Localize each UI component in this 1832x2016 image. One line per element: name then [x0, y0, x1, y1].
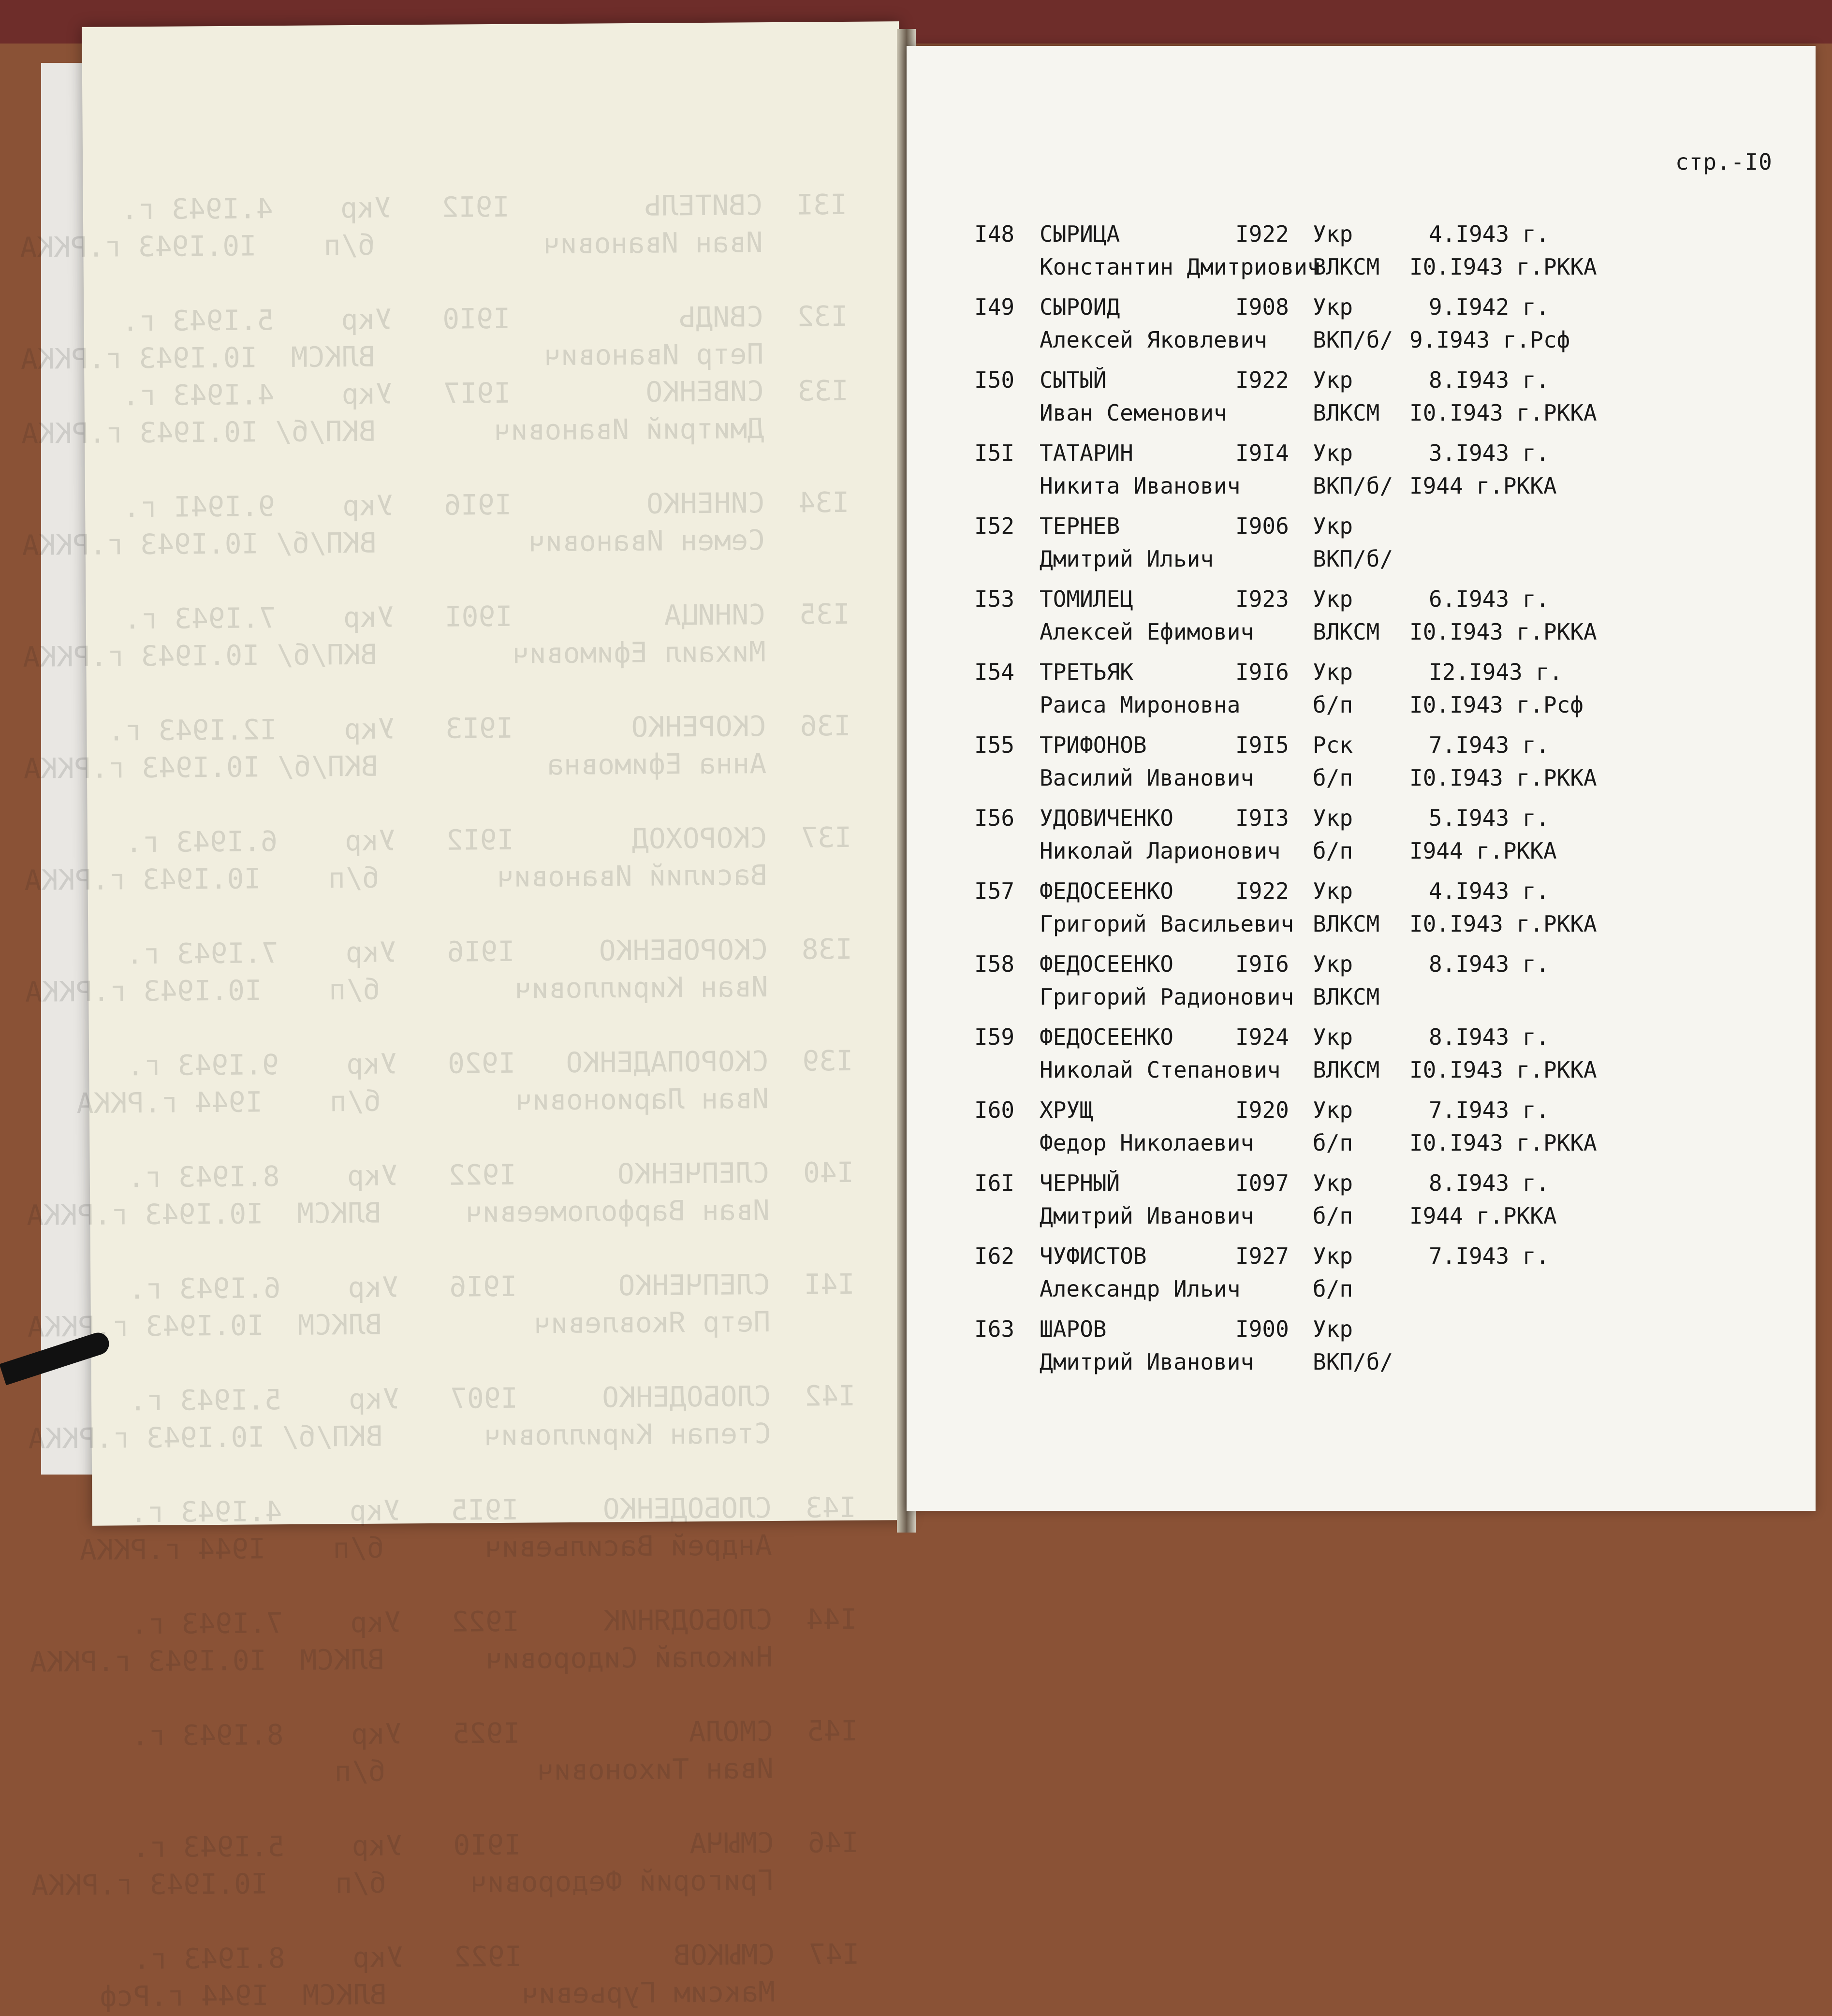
entry-date: 8.I943 г.: [1429, 951, 1550, 977]
entry-number: I53: [974, 586, 1015, 612]
entry-service: I0.I943 г.РККА: [1409, 400, 1597, 426]
entry-number: I50: [974, 367, 1015, 393]
entry-service: I0.I943 г.РККА: [1409, 911, 1597, 937]
list-item: [907, 586, 1816, 658]
entry-service: I944 г.РККА: [1409, 473, 1557, 499]
entry-surname: ТРИФОНОВ: [1040, 732, 1147, 758]
entry-surname: УДОВИЧЕНКО: [1040, 805, 1173, 831]
entry-birth-year: I920: [1235, 1097, 1289, 1123]
entry-party: ВКП/б/: [1313, 546, 1393, 572]
entry-party: б/п: [1313, 1130, 1353, 1156]
entry-number: I58: [974, 951, 1015, 977]
entry-birth-year: I9I5: [1235, 732, 1289, 758]
list-item: [907, 1170, 1816, 1242]
list-item: [907, 513, 1816, 585]
entry-birth-year: I9I4: [1235, 440, 1289, 466]
entry-service: 9.I943 г.Рсф: [1409, 327, 1570, 353]
entry-surname: ТРЕТЬЯК: [1040, 659, 1133, 685]
list-item: [907, 1243, 1816, 1315]
entry-date: 7.I943 г.: [1429, 1243, 1550, 1269]
entry-birth-year: I097: [1235, 1170, 1289, 1196]
entry-number: I5I: [974, 440, 1015, 466]
entry-surname: СЫТЫЙ: [1040, 367, 1107, 393]
entry-nationality: Укр: [1313, 805, 1353, 831]
list-item: [907, 732, 1816, 804]
list-item: [907, 951, 1816, 1023]
entry-number: I54: [974, 659, 1015, 685]
entry-date: 7.I943 г.: [1429, 732, 1550, 758]
entry-date: 3.I943 г.: [1429, 440, 1550, 466]
entry-surname: СЫРИЦА: [1040, 221, 1120, 247]
entry-number: I55: [974, 732, 1015, 758]
entry-birth-year: I927: [1235, 1243, 1289, 1269]
entry-nationality: Укр: [1313, 1024, 1353, 1050]
entry-party: б/п: [1313, 1203, 1353, 1229]
entry-date: 8.I943 г.: [1429, 1024, 1550, 1050]
entry-birth-year: I908: [1235, 294, 1289, 320]
list-item: [907, 221, 1816, 293]
entry-service: I944 г.РККА: [1409, 838, 1557, 864]
entry-number: I6I: [974, 1170, 1015, 1196]
list-item: [907, 294, 1816, 366]
entry-nationality: Укр: [1313, 367, 1353, 393]
list-item: [907, 659, 1816, 731]
entry-nationality: Укр: [1313, 878, 1353, 904]
entry-party: б/п: [1313, 1276, 1353, 1302]
entry-number: I56: [974, 805, 1015, 831]
entry-party: ВЛКСМ: [1313, 400, 1380, 426]
entry-given-name: Григорий Васильевич: [1040, 911, 1294, 937]
entry-nationality: Укр: [1313, 1097, 1353, 1123]
entry-service: I0.I943 г.РККА: [1409, 1130, 1597, 1156]
entry-number: I57: [974, 878, 1015, 904]
entry-party: ВЛКСМ: [1313, 911, 1380, 937]
entry-given-name: Николай Степанович: [1040, 1057, 1281, 1083]
entry-party: б/п: [1313, 838, 1353, 864]
entry-nationality: Укр: [1313, 1170, 1353, 1196]
entry-birth-year: I9I6: [1235, 659, 1289, 685]
entry-nationality: Укр: [1313, 586, 1353, 612]
entry-surname: ТЕРНЕВ: [1040, 513, 1120, 539]
entry-birth-year: I922: [1235, 878, 1289, 904]
entry-birth-year: I900: [1235, 1316, 1289, 1342]
entry-number: I48: [974, 221, 1015, 247]
entry-service: I0.I943 г.РККА: [1409, 254, 1597, 280]
entry-party: б/п: [1313, 692, 1353, 718]
entry-nationality: Укр: [1313, 513, 1353, 539]
entry-given-name: Иван Семенович: [1040, 400, 1227, 426]
entry-given-name: Григорий Радионович: [1040, 984, 1294, 1010]
entry-given-name: Раиса Мироновна: [1040, 692, 1241, 718]
page-number: стр.-I0: [1675, 149, 1773, 175]
entry-birth-year: I922: [1235, 367, 1289, 393]
entry-date: 4.I943 г.: [1429, 878, 1550, 904]
entry-nationality: Укр: [1313, 659, 1353, 685]
entry-number: I62: [974, 1243, 1015, 1269]
entry-birth-year: I906: [1235, 513, 1289, 539]
entry-number: I52: [974, 513, 1015, 539]
list-item: [907, 1024, 1816, 1096]
entry-party: ВЛКСМ: [1313, 254, 1380, 280]
entry-surname: ХРУЩ: [1040, 1097, 1093, 1123]
entry-surname: ЧУФИСТОВ: [1040, 1243, 1147, 1269]
entry-party: ВКП/б/: [1313, 1349, 1393, 1375]
entry-date: 6.I943 г.: [1429, 586, 1550, 612]
entry-birth-year: I924: [1235, 1024, 1289, 1050]
entry-birth-year: I923: [1235, 586, 1289, 612]
entry-given-name: Николай Ларионович: [1040, 838, 1281, 864]
entry-given-name: Федор Николаевич: [1040, 1130, 1254, 1156]
entry-surname: ЧЕРНЫЙ: [1040, 1170, 1120, 1196]
entry-party: б/п: [1313, 765, 1353, 791]
list-item: [907, 1316, 1816, 1388]
entry-given-name: Константин Дмитриович: [1040, 254, 1321, 280]
list-item: [907, 805, 1816, 877]
entry-party: ВЛКСМ: [1313, 984, 1380, 1010]
entry-date: 5.I943 г.: [1429, 805, 1550, 831]
entry-surname: ФЕДОСЕЕНКО: [1040, 878, 1173, 904]
entry-number: I60: [974, 1097, 1015, 1123]
entry-party: ВКП/б/: [1313, 473, 1393, 499]
entry-given-name: Дмитрий Иванович: [1040, 1203, 1254, 1229]
entry-given-name: Василий Иванович: [1040, 765, 1254, 791]
entry-number: I63: [974, 1316, 1015, 1342]
entry-birth-year: I9I6: [1235, 951, 1289, 977]
entry-service: I0.I943 г.Рсф: [1409, 692, 1584, 718]
entry-service: I0.I943 г.РККА: [1409, 1057, 1597, 1083]
list-item: [907, 878, 1816, 950]
entry-date: 8.I943 г.: [1429, 367, 1550, 393]
entry-given-name: Алексей Ефимович: [1040, 619, 1254, 645]
entry-party: ВЛКСМ: [1313, 1057, 1380, 1083]
entry-surname: СЫРОИД: [1040, 294, 1120, 320]
entry-date: 8.I943 г.: [1429, 1170, 1550, 1196]
entry-party: ВКП/б/: [1313, 327, 1393, 353]
entry-birth-year: I9I3: [1235, 805, 1289, 831]
entry-given-name: Алексей Яковлевич: [1040, 327, 1267, 353]
list-item: [907, 440, 1816, 512]
entry-party: ВЛКСМ: [1313, 619, 1380, 645]
entry-service: I0.I943 г.РККА: [1409, 765, 1597, 791]
entry-surname: ШАРОВ: [1040, 1316, 1107, 1342]
entry-nationality: Укр: [1313, 294, 1353, 320]
entry-service: I0.I943 г.РККА: [1409, 619, 1597, 645]
bleed-through-text: I3I СВИТЕЛЬ I9I2 Укр 4.I943 г. Иван Иванович б/п I0.I943 г.РККА I32 СВИДЬ I9I0 Укр 5.I943 г. Петр Иванович ВЛКСМ I0.I943 г.РККА I33 СИВЕНКО I9I7 Укр 4.I943 г. Дмитрий Иванович ВКП/б/ I0.I943 г.РККА I34 СИНЕНКО I9I6 Укр 9.I94I г. Семен Иванович ВКП/б/ I0.I943 г.РККА I35 СИНИЦА I90I Укр 7.I943 г. Михаил Ефимович ВКП/б/ I0.I943 г.РККА I36 СКОРЕНКО I9I3 Укр I2.I943 г. Анна Ефимовна ВКП/б/ I0.I943 г.РККА I37 СКОРОХОД I9I2 Укр 6.I943 г. Василий Иванович б/п I0.I943 г.РККА I38 СКОРОБЕНКО I9I6 Укр 7.I943 г. Иван Кириллович б/п I0.I943 г.РККА I39 СКОРОПАДЕНКО I920 Укр 9.I943 г. Иван Ларионович б/п I944 г.РККА I40 СЛЕПЧЕНКО I922 Укр 8.I943 г. Иван Варфоломеевич ВЛКСМ I0.I943 г.РККА I4I СЛЕПЧЕНКО I9I6 Укр 6.I943 г. Петр Яковлевич ВЛКСМ I0.I943 г.РККА I42 СЛОБОДЕНКО I907 Укр 5.I943 г. Степан Кириллович ВКП/б/ I0.I943 г.РККА I43 СЛОБОДЕНКО I9I5 Укр 4.I943 г. Андрей Васильевич б/п I944 г.РККА I44 СЛОБОДЯНИК I922 Укр 7.I943 г. Николай Сидорович ВЛКСМ I0.I943 г.РККА I45 СМОЛА I925 Укр 8.I943 г. Иван Тихонович б/п I46 СМЫЧА I9I0 Укр 5.I943 г. Григорий Федорович б/п I0.I943 г.РККА I47 СМЫКОВ I922 Укр 8.I943 г. Максим Гурьевич ВЛКСМ I944 г.Рсф: [20, 188, 860, 2013]
entry-service: I944 г.РККА: [1409, 1203, 1557, 1229]
entry-date: 4.I943 г.: [1429, 221, 1550, 247]
entry-nationality: Рск: [1313, 732, 1353, 758]
entry-given-name: Никита Иванович: [1040, 473, 1241, 499]
entry-nationality: Укр: [1313, 1316, 1353, 1342]
list-item: [907, 367, 1816, 439]
entry-date: 9.I942 г.: [1429, 294, 1550, 320]
entry-birth-year: I922: [1235, 221, 1289, 247]
entry-number: I49: [974, 294, 1015, 320]
entry-surname: ФЕДОСЕЕНКО: [1040, 1024, 1173, 1050]
entry-given-name: Александр Ильич: [1040, 1276, 1241, 1302]
entry-surname: ТАТАРИН: [1040, 440, 1133, 466]
entry-date: 7.I943 г.: [1429, 1097, 1550, 1123]
entry-nationality: Укр: [1313, 1243, 1353, 1269]
entry-given-name: Дмитрий Иванович: [1040, 1349, 1254, 1375]
entry-nationality: Укр: [1313, 951, 1353, 977]
entry-number: I59: [974, 1024, 1015, 1050]
list-item: [907, 1097, 1816, 1169]
entry-nationality: Укр: [1313, 440, 1353, 466]
entry-date: I2.I943 г.: [1429, 659, 1563, 685]
left-page: [20, 21, 909, 2013]
entry-given-name: Дмитрий Ильич: [1040, 546, 1214, 572]
entry-surname: ТОМИЛЕЦ: [1040, 586, 1133, 612]
right-page: [907, 46, 1816, 1511]
entry-nationality: Укр: [1313, 221, 1353, 247]
entry-surname: ФЕДОСЕЕНКО: [1040, 951, 1173, 977]
